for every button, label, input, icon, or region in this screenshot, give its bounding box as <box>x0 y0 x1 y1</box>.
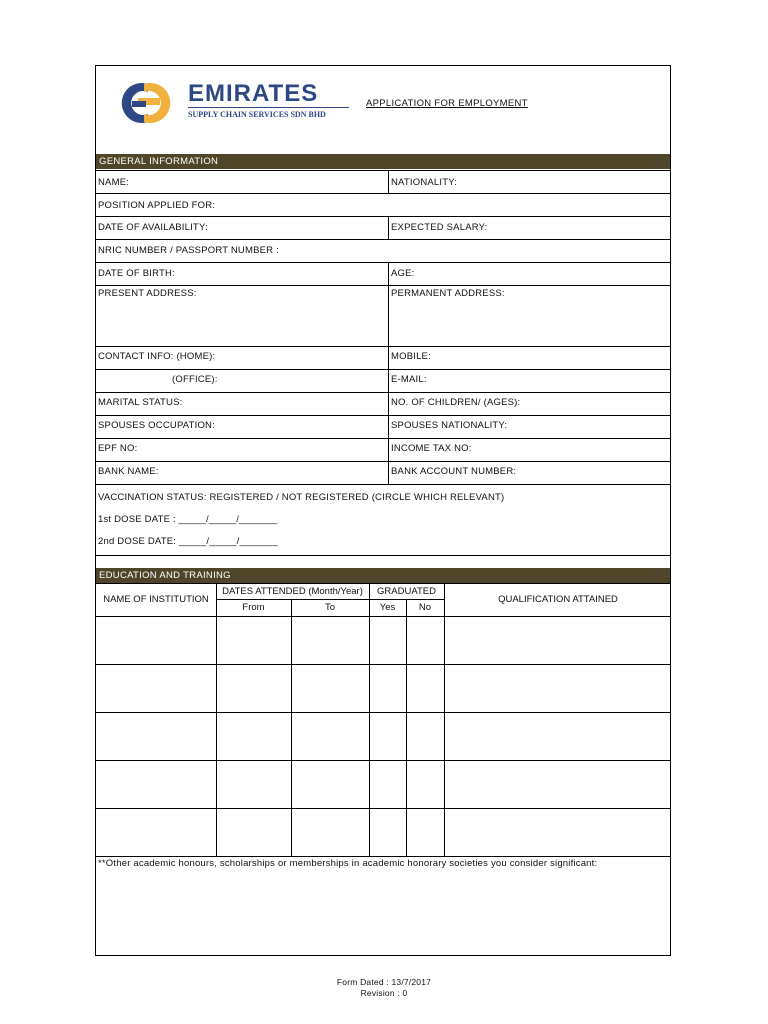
label-nationality: NATIONALITY: <box>391 177 458 188</box>
label-first-dose-date: 1st DOSE DATE : _____/_____/_______ <box>98 514 278 525</box>
label-epf-number: EPF NO: <box>98 443 138 454</box>
col-from: From <box>242 602 265 613</box>
col-graduated: GRADUATED <box>377 586 436 597</box>
label-bank-account-number: BANK ACCOUNT NUMBER: <box>391 466 517 477</box>
logo-rule <box>188 107 349 108</box>
label-spouse-occupation: SPOUSES OCCUPATION: <box>98 420 215 431</box>
label-expected-salary: EXPECTED SALARY: <box>391 222 488 233</box>
form-revision: Revision : 0 <box>360 988 408 998</box>
col-name-of-institution: NAME OF INSTITUTION <box>103 594 209 605</box>
section-general-information: GENERAL INFORMATION <box>96 154 670 169</box>
col-no: No <box>418 602 432 613</box>
form-dated: Form Dated : 13/7/2017 <box>336 977 432 987</box>
col-to: To <box>324 602 336 613</box>
label-position-applied: POSITION APPLIED FOR: <box>98 200 216 211</box>
label-income-tax-number: INCOME TAX NO: <box>391 443 472 454</box>
label-contact-home: CONTACT INFO: (HOME): <box>98 351 216 362</box>
section-education-training: EDUCATION AND TRAINING <box>96 568 670 583</box>
label-date-of-availability: DATE OF AVAILABILITY: <box>98 222 208 233</box>
logo-sub-text: SUPPLY CHAIN SERVICES SDN BHD <box>188 110 326 119</box>
label-number-of-children: NO. OF CHILDREN/ (AGES): <box>391 397 521 408</box>
label-date-of-birth: DATE OF BIRTH: <box>98 268 175 279</box>
label-marital-status: MARITAL STATUS: <box>98 397 183 408</box>
col-yes: Yes <box>379 602 396 613</box>
company-logo <box>108 76 353 128</box>
form-title: APPLICATION FOR EMPLOYMENT <box>366 98 528 109</box>
label-age: AGE: <box>391 268 415 279</box>
label-second-dose-date: 2nd DOSE DATE: _____/_____/_______ <box>98 536 278 547</box>
label-nric-passport: NRIC NUMBER / PASSPORT NUMBER : <box>98 245 279 256</box>
label-bank-name: BANK NAME: <box>98 466 159 477</box>
academic-honours-note: **Other academic honours, scholarships or memberships in academic honorary societies you consider significant: <box>98 858 598 869</box>
label-permanent-address: PERMANENT ADDRESS: <box>391 288 505 299</box>
label-spouse-nationality: SPOUSES NATIONALITY: <box>391 420 508 431</box>
label-vaccination-status: VACCINATION STATUS: REGISTERED / NOT REGISTERED (CIRCLE WHICH RELEVANT) <box>98 492 505 503</box>
label-contact-office: (OFFICE): <box>172 374 218 385</box>
application-form <box>95 65 671 956</box>
logo-brand-text: EMIRATES <box>188 80 319 107</box>
label-present-address: PRESENT ADDRESS: <box>98 288 197 299</box>
col-qualification-attained: QUALIFICATION ATTAINED <box>498 594 618 605</box>
label-email: E-MAIL: <box>391 374 427 385</box>
label-name: NAME: <box>98 177 130 188</box>
label-mobile: MOBILE: <box>391 351 431 362</box>
emirates-logo-icon <box>108 76 188 128</box>
col-dates-attended: DATES ATTENDED (Month/Year) <box>222 586 363 597</box>
